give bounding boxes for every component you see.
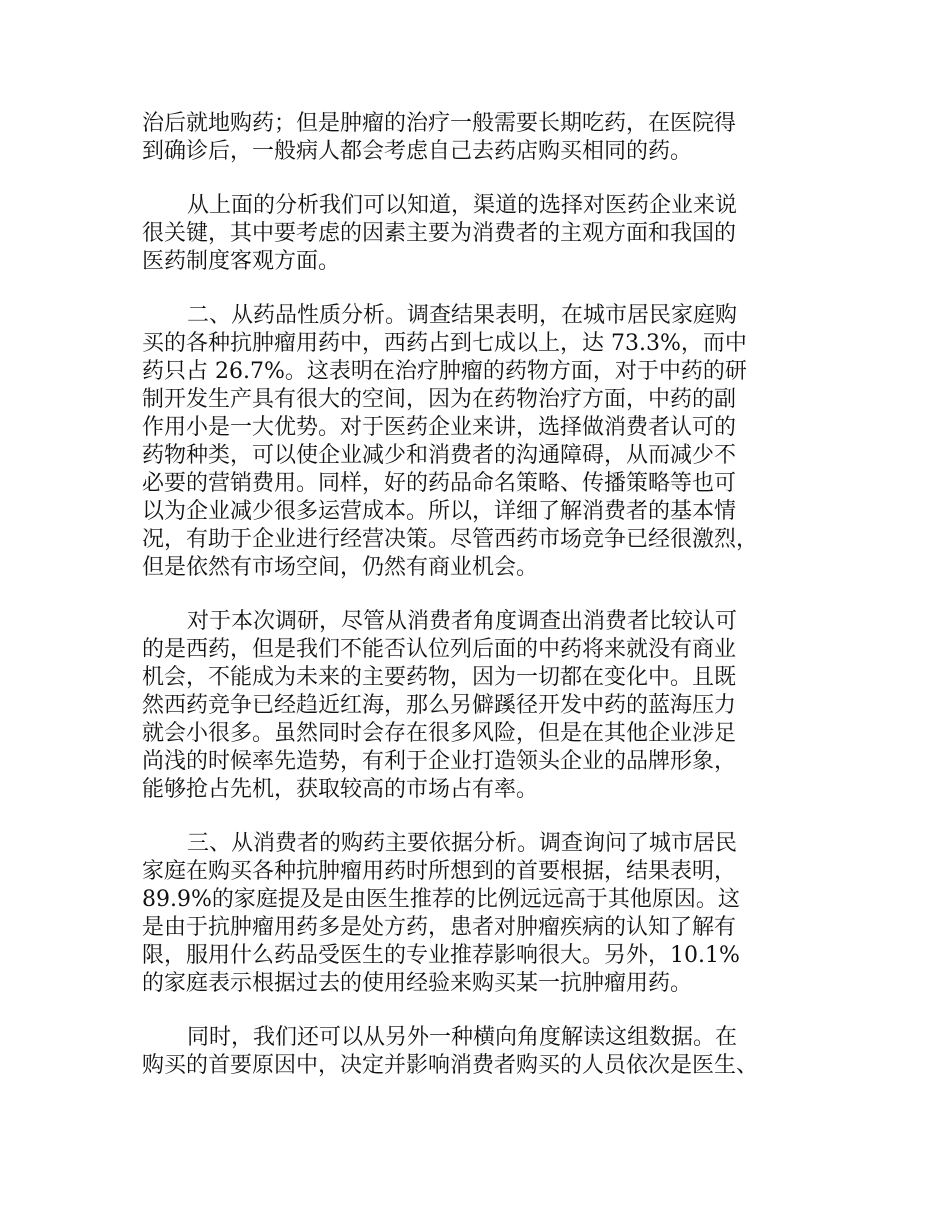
text-line: 很关键，其中要考虑的因素主要为消费者的主观方面和我国的 [142, 221, 737, 246]
text-line: 必要的营销费用。同样，好的药品命名策略、传播策略等也可 [142, 471, 737, 496]
text-line: 89.9%的家庭提及是由医生推荐的比例远远高于其他原因。这 [142, 887, 740, 912]
text-line: 制开发生产具有很大的空间，因为在药物治疗方面，中药的副 [142, 387, 737, 412]
paragraph-1 [142, 110, 824, 166]
text-line: 医药制度客观方面。 [142, 249, 341, 274]
text-line: 到确诊后，一般病人都会考虑自己去药店购买相同的药。 [142, 139, 693, 164]
text-line: 三、从消费者的购药主要依据分析。调查询问了城市居民 [187, 831, 738, 856]
paragraph-3 [142, 302, 824, 582]
text-line: 的家庭表示根据过去的使用经验来购买某一抗肿瘤用药。 [142, 971, 693, 996]
text-line: 然西药竞争已经趋近红海，那么另僻蹊径开发中药的蓝海压力 [142, 693, 737, 718]
paragraph-6 [142, 1024, 824, 1080]
text-line: 机会，不能成为未来的主要药物，因为一切都在变化中。且既 [142, 665, 737, 690]
paragraph-4 [142, 608, 824, 804]
paragraph-2 [142, 192, 824, 276]
text-line: 是由于抗肿瘤用药多是处方药，患者对肿瘤疾病的认知了解有 [142, 915, 737, 940]
text-line: 治后就地购药；但是肿瘤的治疗一般需要长期吃药，在医院得 [142, 111, 737, 136]
text-line: 尚浅的时候率先造势，有利于企业打造领头企业的品牌形象， [142, 749, 737, 774]
text-line: 购买的首要原因中，决定并影响消费者购买的人员依次是医生、 [142, 1053, 759, 1078]
text-line: 家庭在购买各种抗肿瘤用药时所想到的首要根据，结果表明， [142, 859, 737, 884]
text-line: 的是西药，但是我们不能否认位列后面的中药将来就没有商业 [142, 637, 737, 662]
text-line: 就会小很多。虽然同时会存在很多风险，但是在其他企业涉足 [142, 721, 737, 746]
document-page [142, 110, 824, 1106]
text-line: 药物种类，可以使企业减少和消费者的沟通障碍，从而减少不 [142, 443, 737, 468]
text-line: 对于本次调研，尽管从消费者角度调查出消费者比较认可 [187, 609, 738, 634]
text-line: 从上面的分析我们可以知道，渠道的选择对医药企业来说 [187, 193, 738, 218]
text-line: 限，服用什么药品受医生的专业推荐影响很大。另外，10.1% [142, 943, 740, 968]
text-line: 作用小是一大优势。对于医药企业来讲，选择做消费者认可的 [142, 415, 737, 440]
text-line: 二、从药品性质分析。调查结果表明，在城市居民家庭购 [187, 303, 738, 328]
text-line: 况，有助于企业进行经营决策。尽管西药市场竞争已经很激烈， [142, 527, 759, 552]
text-line: 能够抢占先机，获取较高的市场占有率。 [142, 777, 539, 802]
text-line: 同时，我们还可以从另外一种横向角度解读这组数据。在 [187, 1025, 738, 1050]
paragraph-5 [142, 830, 824, 998]
text-line: 药只占 26.7%。这表明在治疗肿瘤的药物方面，对于中药的研 [142, 359, 747, 384]
text-line: 但是依然有市场空间，仍然有商业机会。 [142, 555, 539, 580]
text-line: 买的各种抗肿瘤用药中，西药占到七成以上，达 73.3%，而中 [142, 331, 747, 356]
text-line: 以为企业减少很多运营成本。所以，详细了解消费者的基本情 [142, 499, 737, 524]
